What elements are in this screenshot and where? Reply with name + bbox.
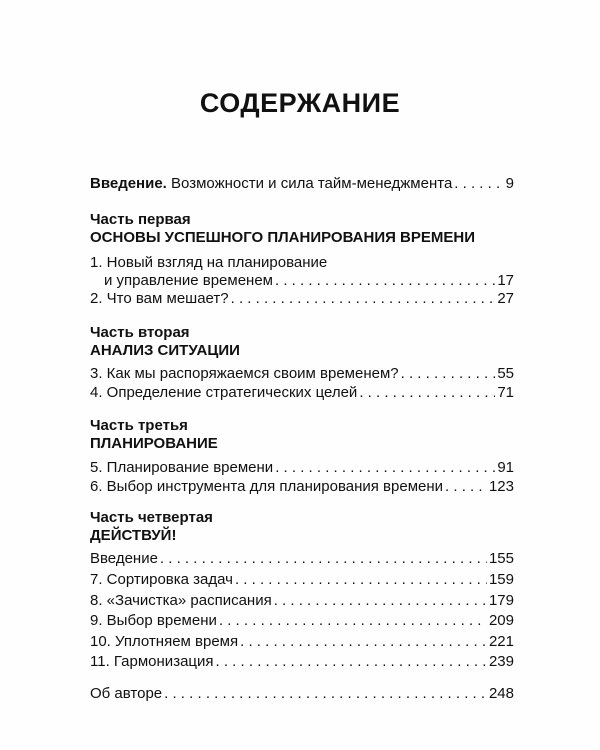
part-heading: Часть вторая xyxy=(90,324,190,341)
leader-dots xyxy=(401,365,496,383)
page-number: 248 xyxy=(488,685,514,702)
toc-entry-label-line1[interactable]: 1. Новый взгляд на планирование xyxy=(90,254,328,271)
leader-dots xyxy=(454,175,503,193)
page-number: 209 xyxy=(488,612,514,629)
toc-entry-chapter-11[interactable] xyxy=(90,653,514,671)
toc-entry-label: 2. Что вам мешает? xyxy=(90,290,229,307)
part-name: ПЛАНИРОВАНИЕ xyxy=(90,435,218,452)
toc-entry-chapter-9[interactable] xyxy=(90,612,514,630)
page-number: 123 xyxy=(488,478,514,495)
toc-entry-chapter-4[interactable] xyxy=(90,384,514,402)
toc-entry-label: 10. Уплотняем время xyxy=(90,633,239,650)
leader-dots xyxy=(359,384,495,402)
part-heading: Часть третья xyxy=(90,417,188,434)
page-number: 9 xyxy=(505,175,514,192)
toc-entry-chapter-7[interactable] xyxy=(90,571,514,589)
page-number: 91 xyxy=(497,459,514,476)
part-heading: Часть четвертая xyxy=(90,509,213,526)
toc-entry-chapter-5[interactable] xyxy=(90,459,514,477)
toc-entry-chapter-10[interactable] xyxy=(90,633,514,651)
toc-entry-label: 11. Гармонизация xyxy=(90,653,214,670)
toc-entry-intro[interactable] xyxy=(90,175,514,193)
page-number: 55 xyxy=(497,365,514,382)
part-name: АНАЛИЗ СИТУАЦИИ xyxy=(90,342,240,359)
toc-entry-chapter-8[interactable] xyxy=(90,592,514,610)
page-number: 159 xyxy=(488,571,514,588)
toc-entry-label: 3. Как мы распоряжаемся своим временем? xyxy=(90,365,399,382)
page-number: 239 xyxy=(488,653,514,670)
part-name: ОСНОВЫ УСПЕШНОГО ПЛАНИРОВАНИЯ ВРЕМЕНИ xyxy=(90,229,476,246)
page-number: 155 xyxy=(488,550,514,567)
toc-entry-label: 5. Планирование времени xyxy=(90,459,274,476)
leader-dots xyxy=(274,592,487,610)
page-number: 179 xyxy=(488,592,514,609)
toc-entry-label: 9. Выбор времени xyxy=(90,612,217,629)
leader-dots xyxy=(275,272,495,290)
leader-dots xyxy=(275,459,495,477)
leader-dots xyxy=(235,571,487,589)
leader-dots xyxy=(216,653,487,671)
toc-entry-about-author[interactable] xyxy=(90,685,514,703)
page-number: 221 xyxy=(488,633,514,650)
toc-entry-chapter-3[interactable] xyxy=(90,365,514,383)
toc-entry-label: и управление временем xyxy=(104,272,273,289)
leader-dots xyxy=(240,633,487,651)
page-number: 71 xyxy=(497,384,514,401)
toc-entry-label: Введение xyxy=(90,550,158,567)
page-number: 27 xyxy=(497,290,514,307)
toc-entry-chapter-1[interactable] xyxy=(90,272,514,290)
toc-entry-label: 7. Сортировка задач xyxy=(90,571,233,588)
leader-dots xyxy=(231,290,496,308)
intro-label: Возможности и сила тайм-менеджмента xyxy=(166,175,453,192)
toc-entry-label: 6. Выбор инструмента для планирования времени xyxy=(90,478,444,495)
toc-entry-chapter-2[interactable] xyxy=(90,290,514,308)
toc-entry-part4-intro[interactable] xyxy=(90,550,514,568)
page-title: СОДЕРЖАНИЕ xyxy=(199,88,401,118)
page-number: 17 xyxy=(497,272,514,289)
part-heading: Часть первая xyxy=(90,211,191,228)
leader-dots xyxy=(160,550,487,568)
toc-entry-label: 4. Определение стратегических целей xyxy=(90,384,358,401)
intro-bold-label: Введение. xyxy=(90,175,167,192)
leader-dots xyxy=(164,685,487,703)
leader-dots xyxy=(219,612,487,630)
part-name: ДЕЙСТВУЙ! xyxy=(90,527,177,544)
toc-entry-label: 8. «Зачистка» расписания xyxy=(90,592,272,609)
leader-dots xyxy=(445,478,487,496)
toc-entry-chapter-6[interactable] xyxy=(90,478,514,496)
toc-entry-label: Об авторе xyxy=(90,685,163,702)
